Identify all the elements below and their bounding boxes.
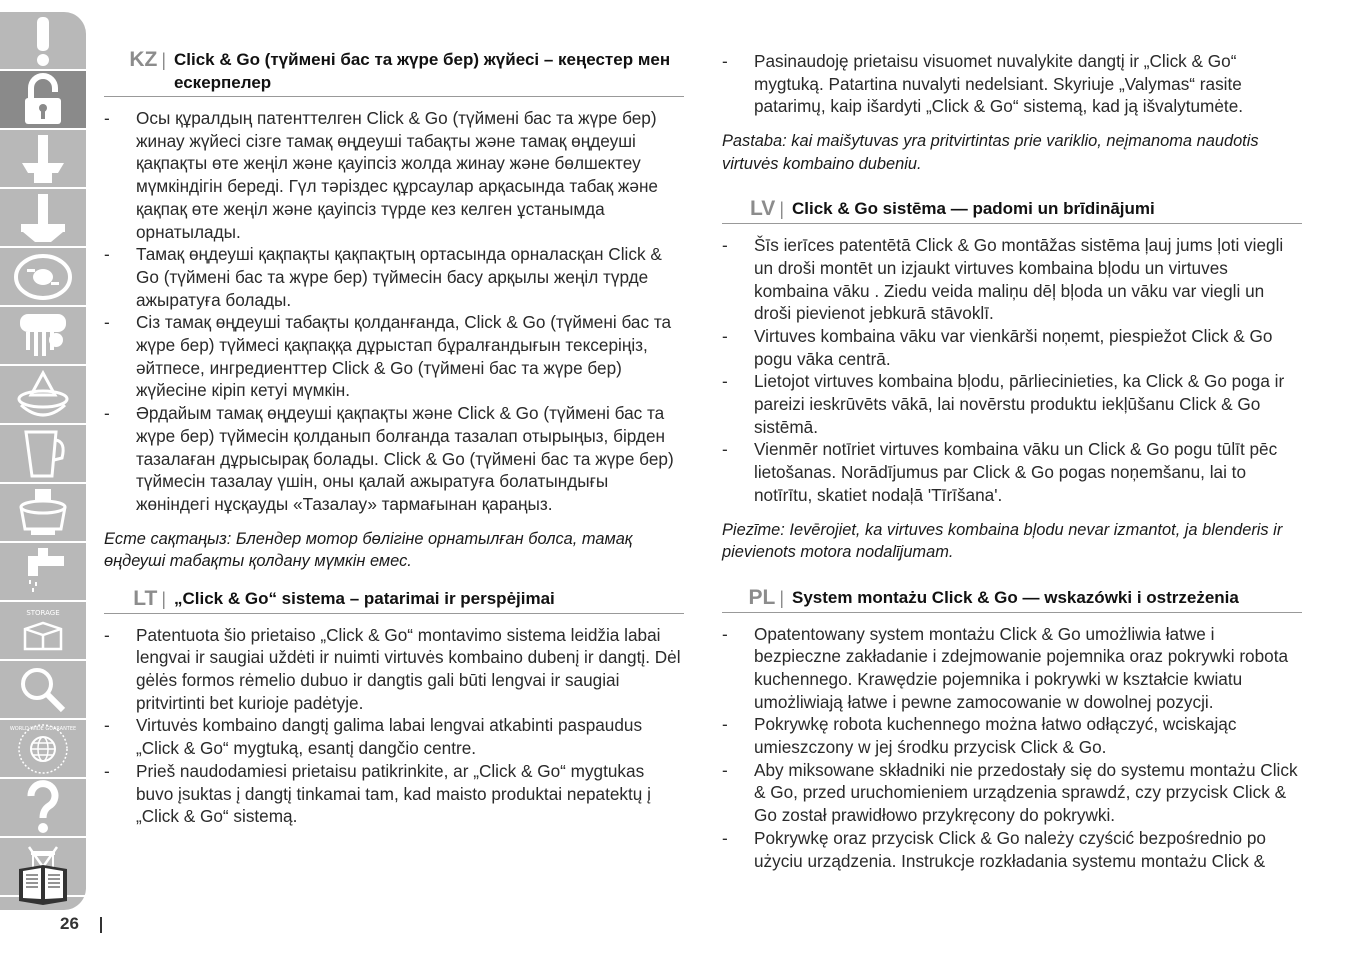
page-number-divider [100, 917, 102, 933]
section-tab-strip [0, 12, 86, 910]
list-item: - Šīs ierīces patentētā Click & Go montāžas sistēma ļauj jums ļoti viegli un droši montēt un izjaukt virtuves kombaina bļodu un virtuves kombaina vāku . Ziedu veida maliņu dēļ bļoda un vāku var viegli un droši pievienot jebkurā stāvoklī. [722, 234, 1302, 325]
exclamation-icon [23, 15, 63, 67]
magnifier-icon [17, 664, 69, 716]
list-item: - Opatentowany system montażu Click & Go umożliwia łatwe i bezpieczne zakładanie i zdejmowanie pojemnika oraz pokrywki robota kuchennego. Krawędzie pojemnika i pokrywki w kształcie kwiatu umożliwiają łatwe i pewne zamocowanie w dowolnej pozycji. [722, 623, 1302, 714]
tab-troubleshooting[interactable] [0, 661, 86, 720]
tips-list-lt [104, 624, 684, 828]
section-header-kz [104, 48, 684, 97]
list-item: - Patentuota šio prietaiso „Click & Go“ montavimo sistema leidžia labai lengvai ir saugiai uždėti ir nuimti virtuvės kombaino dubenį ir dangtį. Dėl gėlės formos rėmelio dubuo ir dangtis gali būti lengvai ir saugiai pritvirtinti bet kurioje padėtyje. [104, 624, 684, 715]
tab-guarantee[interactable] [0, 720, 86, 779]
list-item: - Aby miksowane składniki nie przedostały się do systemu montażu Click & Go, przed uruchomieniem urządzenia sprawdź, czy przycisk Click & Go został prawidłowo przykręcony do pokrywki. [722, 759, 1302, 827]
tab-whisk[interactable] [0, 307, 86, 366]
language-code: KZ | [129, 48, 166, 71]
tab-blade[interactable] [0, 130, 86, 189]
note-lt: Pastaba: kai maišytuvas yra pritvirtintas prie variklio, neįmanoma naudotis virtuvės kombaino dubeniu. [722, 132, 1259, 173]
section-title: Click & Go (түймені бас та жүре бер) жүйесі – кеңестер мен ескерпелер [174, 50, 671, 92]
language-code: LV | [750, 197, 784, 221]
padlock-icon [19, 74, 67, 126]
list-item: - Lietojot virtuves kombaina bļodu, pārliecinieties, ka Click & Go poga ir pareizi ieskrūvēts vākā, lai novērstu produktu iekļūšanu Click & Go sistēmā. [722, 370, 1302, 438]
list-item: - Pasinaudoję prietaisu visuomet nuvalykite dangtį ir „Click & Go“ mygtuką. Patartina nuvalyti nedelsiant. Skyriuje „Valymas“ rasite patarimų, kaip išardyti „Click & Go“ sistemą, kad ją išvalytumėte. [722, 50, 1302, 118]
tab-manual[interactable] [0, 857, 86, 910]
tips-list-pl [722, 623, 1302, 873]
section-title: „Click & Go“ sistema – patarimai ir perspėjimai [174, 588, 555, 608]
left-column [104, 48, 684, 828]
tips-list-lv [722, 234, 1302, 506]
book-icon [15, 861, 71, 907]
note-lv: Piezīme: Ievērojiet, ka virtuves kombaina bļodu nevar izmantot, ja blenderis ir pievienots motora nodalījumam. [722, 520, 1283, 562]
section-header-lv [722, 197, 1302, 224]
list-item: - Prieš naudodamiesi prietaisu patikrinkite, ar „Click & Go“ mygtukas buvo įsuktas į dangtį tinkamai tam, kad maisto produktai nepatektų į „Click & Go“ sistemą. [104, 760, 684, 828]
section-title: Click & Go sistēma — padomi un brīdinājumi [792, 199, 1155, 219]
globe-icon [9, 721, 77, 777]
tab-safety[interactable] [0, 71, 86, 130]
blade-icon [18, 133, 68, 185]
tap-icon [18, 546, 68, 598]
list-item: - Vienmēr notīriet virtuves kombaina vāku un Click & Go pogu tūlīt pēc lietošanas. Norādījumus par Click & Go pogas noņemšanu, lai to notīrītu, skatiet nodaļā 'Tīrīšana'. [722, 438, 1302, 506]
tab-warnings[interactable] [0, 12, 86, 71]
dough-blade-icon [15, 192, 71, 244]
question-icon [23, 782, 63, 834]
tab-storage[interactable] [0, 602, 86, 661]
whisk-icon [16, 310, 70, 362]
list-item: - Тамақ өңдеуші қақпақты қақпақтың ортасында орналасқан Click & Go (түймені бас та жүре бер) түймесін басу арқылы жеңіл түрде ажыратуға болады. [104, 243, 684, 311]
tab-dough-blade[interactable] [0, 189, 86, 248]
citrus-press-icon [15, 369, 71, 421]
tab-disc[interactable] [0, 248, 86, 307]
tips-list-lt-continued [722, 50, 1302, 118]
list-item: - Pokrywkę oraz przycisk Click & Go należy czyścić bezpośrednio po użyciu urządzenia. Instrukcje rozkładania systemu montażu Click & [722, 827, 1302, 872]
disc-icon [13, 251, 73, 303]
right-column [722, 50, 1302, 872]
note-kz: Есте сақтаңыз: Блендер мотор бөлігіне орнатылған болса, тамақ өңдеуші табақты қолдану мүмкін емес. [104, 529, 633, 571]
list-item: - Осы құралдың патенттелген Click & Go (түймені бас та жүре бер) жинау жүйесі сізге тамақ өңдеуші табақты және тамақ өңдеуші қақпақты өте жеңіл және қауіпсіз жолда жинау және бөлшектеу мүмкіндігін береді. Гүл тәріздес құрсаулар арқасында табақ және қақпақ өте жеңіл және қауіпсіз түрде кез келген ұстанымда орнатылады. [104, 107, 684, 243]
language-code: LT | [133, 586, 166, 610]
tab-bowl[interactable] [0, 484, 86, 543]
section-header-lt [104, 587, 684, 614]
list-item: - Pokrywkę robota kuchennego można łatwo odłączyć, wciskając umieszczony w jej środku przycisk Click & Go. [722, 713, 1302, 758]
tab-faq[interactable] [0, 779, 86, 838]
storage-icon [15, 603, 71, 659]
tab-citrus-press[interactable] [0, 366, 86, 425]
list-item: - Virtuves kombaina vāku var vienkārši noņemt, piespiežot Click & Go pogu vāka centrā. [722, 325, 1302, 370]
tab-blender-jug[interactable] [0, 425, 86, 484]
guarantee-label: WORLD-WIDE GUARANTEE [9, 725, 77, 732]
page-number: 26 [60, 914, 79, 933]
tab-cleaning[interactable] [0, 543, 86, 602]
section-header-pl [722, 586, 1302, 613]
list-item: - Virtuvės kombaino dangtį galima labai lengvai atkabinti paspaudus „Click & Go“ mygtuką, esantį dangčio centre. [104, 714, 684, 759]
list-item: - Әрдайым тамақ өңдеуші қақпақты және Click & Go (түймені бас та жүре бер) түймесін қолданып болғанда тазалап отырыңыз, бірден тазалаған дұрысырақ болады. Click & Go (түймені бас та жүре бер) түймесін тазалау үшін, оны қалай ажыратуға болатындығы жөніндегі нұсқауды «Тазалау» тармағынан қараңыз. [104, 402, 684, 516]
list-item: - Сіз тамақ өңдеуші табақты қолданғанда, Click & Go (түймені бас та жүре бер) түймесі қақпаққа дұрыстап бұралғандығын тексеріңіз, әйтпесе, ингредиенттер Click & Go (түймені бас та жүре бер) жүйесіне кіріп кетуі мүмкін. [104, 311, 684, 402]
bowl-icon [15, 487, 71, 539]
jug-icon [18, 428, 68, 480]
tips-list-kz [104, 107, 684, 516]
storage-label: STORAGE [26, 608, 60, 617]
language-code: PL | [748, 585, 784, 609]
section-title: System montażu Click & Go — wskazówki i ostrzeżenia [792, 587, 1239, 607]
